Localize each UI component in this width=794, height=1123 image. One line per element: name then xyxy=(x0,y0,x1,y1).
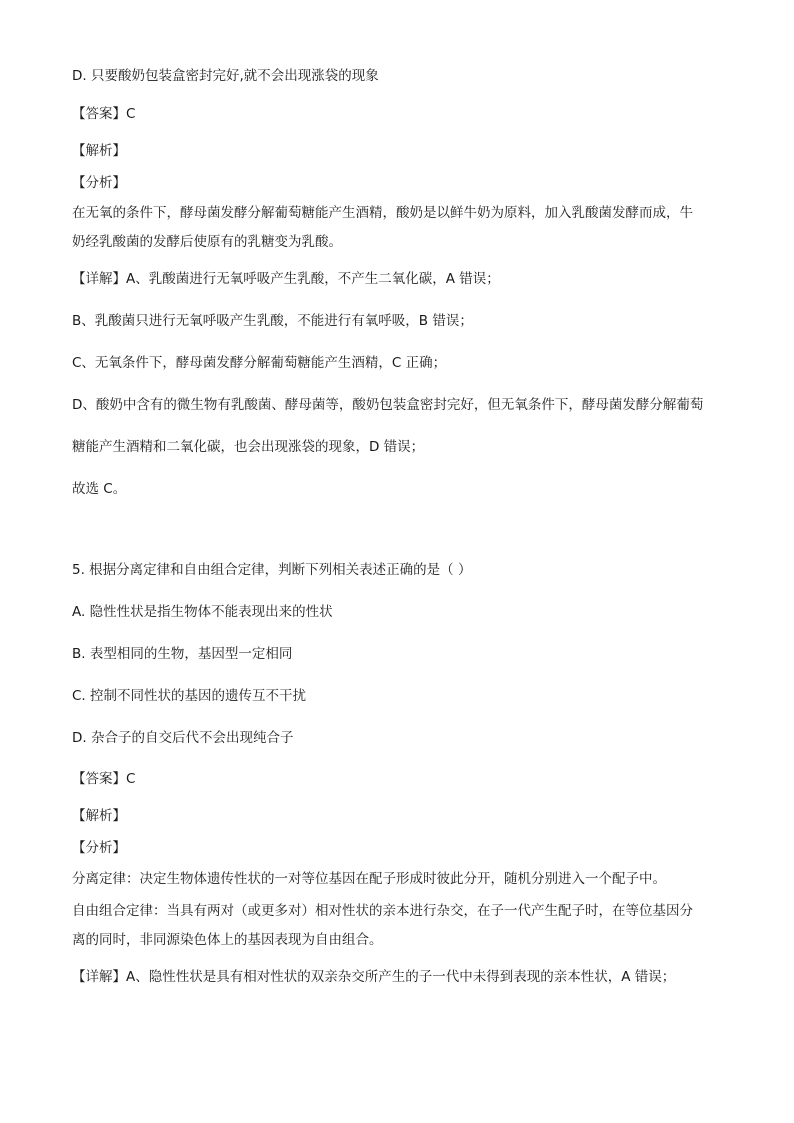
q5-option-d: D. 杂合子的自交后代不会出现纯合子 xyxy=(72,730,294,746)
q5-fenxi-line1: 分离定律：决定生物体遗传性状的一对等位基因在配子形成时彼此分开，随机分别进入一个配子中。 xyxy=(72,871,666,887)
q4-option-d: D. 只要酸奶包装盒密封完好,就不会出现涨袋的现象 xyxy=(72,68,379,84)
q4-answer: 【答案】C xyxy=(72,106,136,122)
q5-fenxi-heading: 【分析】 xyxy=(72,840,126,856)
q5-analysis-heading: 【解析】 xyxy=(72,808,126,824)
q4-analysis-heading: 【解析】 xyxy=(72,143,126,159)
q4-detail-d2: 糖能产生酒精和二氧化碳，也会出现涨袋的现象，D 错误； xyxy=(72,439,425,455)
q5-option-c: C. 控制不同性状的基因的遗传互不干扰 xyxy=(72,688,307,704)
q5-option-a: A. 隐性性状是指生物体不能表现出来的性状 xyxy=(72,604,333,620)
q4-detail-b: B、乳酸菌只进行无氧呼吸产生乳酸，不能进行有氧呼吸，B 错误； xyxy=(72,313,473,329)
q5-stem: 5. 根据分离定律和自由组合定律，判断下列相关表述正确的是（ ） xyxy=(72,562,472,578)
q5-option-b: B. 表型相同的生物，基因型一定相同 xyxy=(72,646,293,662)
q4-fenxi-line2: 奶经乳酸菌的发酵后使原有的乳糖变为乳酸。 xyxy=(72,234,342,250)
q5-fenxi-line2: 自由组合定律：当具有两对（或更多对）相对性状的亲本进行杂交，在子一代产生配子时，在等位基因分 xyxy=(72,903,693,919)
q4-fenxi-heading: 【分析】 xyxy=(72,175,126,191)
q4-detail-c: C、无氧条件下，酵母菌发酵分解葡萄糖能产生酒精，C 正确； xyxy=(72,355,447,371)
q5-detail-a: 【详解】A、隐性性状是具有相对性状的双亲杂交所产生的子一代中未得到表现的亲本性状，A 错误； xyxy=(72,969,676,985)
q5-fenxi-line3: 离的同时，非同源染色体上的基因表现为自由组合。 xyxy=(72,932,383,948)
q4-conclusion: 故选 C。 xyxy=(72,481,127,497)
q5-answer: 【答案】C xyxy=(72,771,136,787)
q4-fenxi-line1: 在无氧的条件下，酵母菌发酵分解葡萄糖能产生酒精，酸奶是以鲜牛奶为原料，加入乳酸菌发酵而成，牛 xyxy=(72,205,693,221)
q4-detail-a: 【详解】A、乳酸菌进行无氧呼吸产生乳酸，不产生二氧化碳，A 错误； xyxy=(72,271,500,287)
q4-detail-d1: D、酸奶中含有的微生物有乳酸菌、酵母菌等，酸奶包装盒密封完好，但无氧条件下，酵母菌发酵分解葡萄 xyxy=(72,397,704,413)
